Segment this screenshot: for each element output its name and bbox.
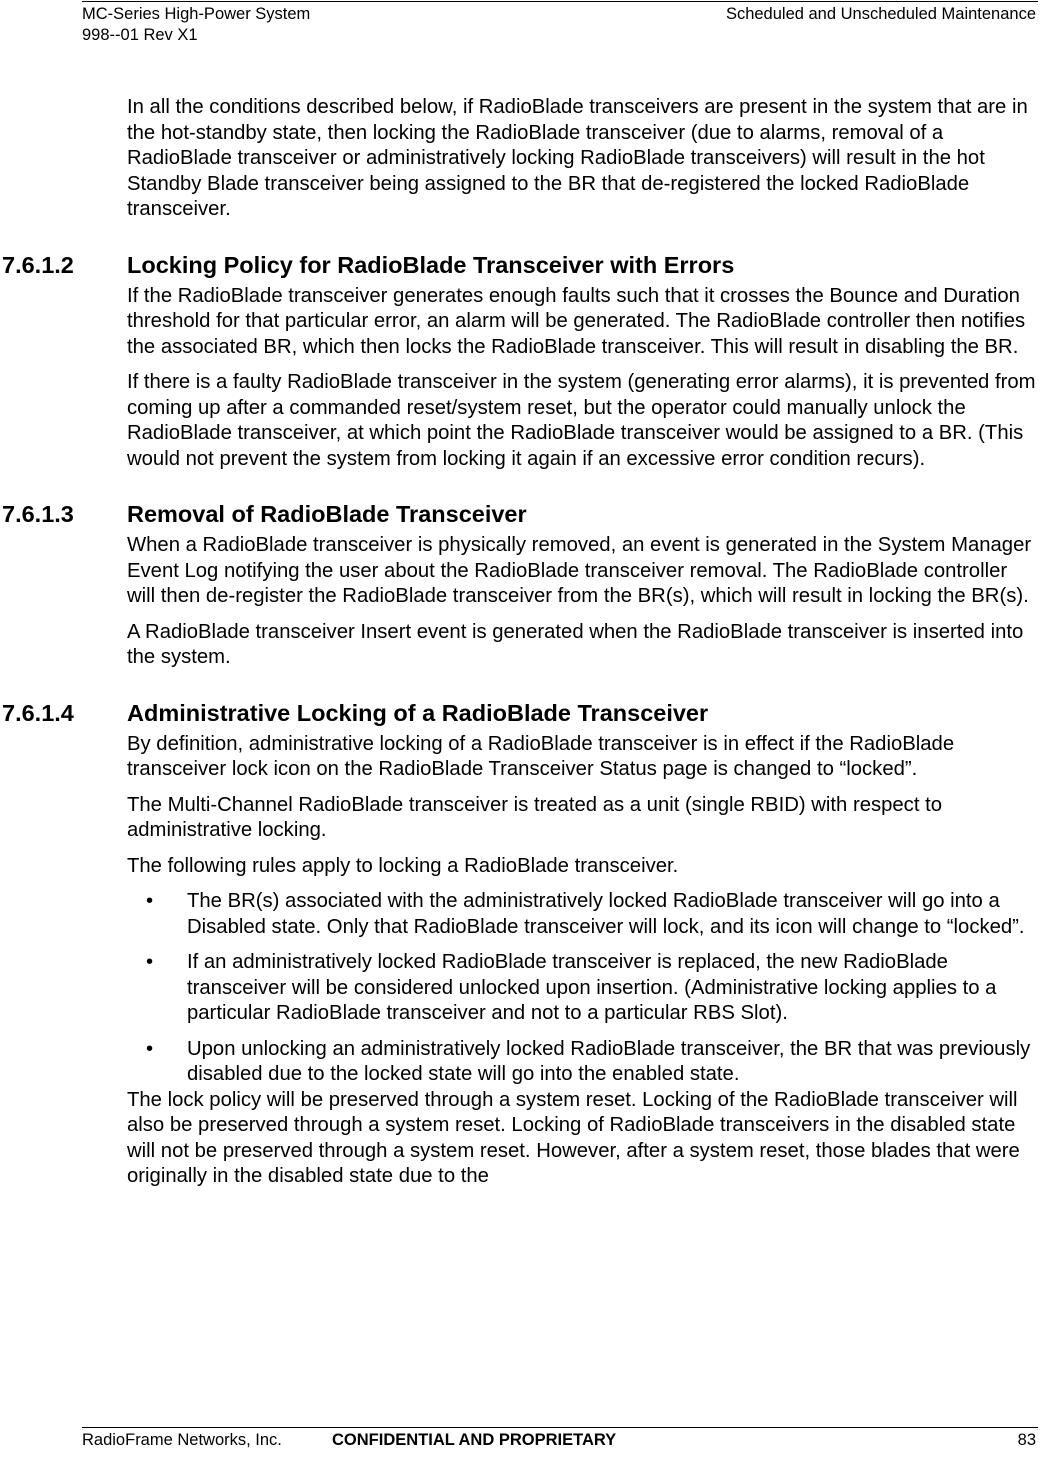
- footer-company: RadioFrame Networks, Inc.: [82, 1431, 282, 1449]
- list-item-text: If an administratively locked RadioBlade transceiver is replaced, the new RadioBlade transceiver will be considered unlocked upon insertion. (Administrative locking applies to a particular RadioBlade transceiver and not to a particular RBS Slot).: [187, 951, 997, 1024]
- section-heading-7-6-1-4: [2, 699, 1036, 727]
- header-chapter: Scheduled and Unscheduled Maintenance: [725, 5, 1036, 23]
- bullet-icon: •: [146, 951, 154, 973]
- section-heading-7-6-1-3: [2, 500, 1036, 528]
- list-item-text: Upon unlocking an administratively locked RadioBlade transceiver, the BR that was previously disabled due to the locked state will go into the enabled state.: [187, 1037, 1031, 1085]
- section-number: 7.6.1.2: [2, 251, 74, 278]
- bullet-icon: •: [146, 890, 154, 912]
- section-number: 7.6.1.4: [2, 699, 74, 726]
- paragraph: If the RadioBlade transceiver generates enough faults such that it crosses the Bounce and Duration threshold for that particular error, an alarm will be generated. The RadioBlade controller then notifies the associated BR, which then locks the RadioBlade transceiver. This will result in disabling the BR.: [127, 284, 1026, 358]
- footer-rule: [82, 1427, 1038, 1428]
- bullet-icon: •: [146, 1037, 154, 1060]
- paragraph: By definition, administrative locking of a RadioBlade transceiver is in effect if the RadioBlade transceiver lock icon on the RadioBlade Transceiver Status page is changed to “locked”.: [127, 732, 955, 780]
- paragraph: A RadioBlade transceiver Insert event is generated when the RadioBlade transceiver is inserted into the system.: [127, 620, 1024, 668]
- page-header-left: [82, 4, 310, 46]
- header-title: MC-Series High-Power System: [82, 5, 311, 23]
- list-item: [127, 889, 1036, 940]
- footer-notice: CONFIDENTIAL AND PROPRIETARY: [332, 1431, 617, 1449]
- section-title: Administrative Locking of a RadioBlade Transceiver: [127, 699, 709, 726]
- paragraph: The following rules apply to locking a RadioBlade transceiver.: [127, 854, 679, 877]
- section-title: Locking Policy for RadioBlade Transceiver with Errors: [127, 251, 735, 278]
- list-item: [127, 1037, 1036, 1088]
- list-item-text: The BR(s) associated with the administratively locked RadioBlade transceiver will go into a Disabled state. Only that RadioBlade transceiver will lock, and its icon will change to “locked”.: [187, 890, 1025, 938]
- section-title: Removal of RadioBlade Transceiver: [127, 501, 527, 527]
- paragraph: If there is a faulty RadioBlade transceiver in the system (generating error alarms), it is prevented from coming up after a commanded reset/system reset, but the operator could manually unlock the RadioBlade transceiver, at which point the RadioBlade transceiver would be assigned to a BR. (This would not prevent the system from locking it again if an excessive error condition recurs).: [127, 371, 1036, 470]
- header-doc-number: 998--01 Rev X1: [82, 26, 198, 44]
- list-item: [127, 950, 1036, 1027]
- page-body: [2, 95, 1036, 1200]
- intro-paragraph: In all the conditions described below, if RadioBlade transceivers are present in the system that are in the hot-standby state, then locking the RadioBlade transceiver (due to alarms, removal of a RadioBlade transceiver or administratively locking RadioBlade transceivers) will result in the hot Standby Blade transceiver being assigned to the BR that de-registered the locked RadioBlade transceiver.: [127, 96, 1028, 220]
- section-number: 7.6.1.3: [2, 501, 74, 527]
- paragraph: When a RadioBlade transceiver is physically removed, an event is generated in the System Manager Event Log notifying the user about the RadioBlade transceiver removal. The RadioBlade controller will then de-register the RadioBlade transceiver from the BR(s), which will result in locking the BR(s).: [127, 534, 1032, 607]
- paragraph: The Multi-Channel RadioBlade transceiver is treated as a unit (single RBID) with respect to administrative locking.: [127, 793, 943, 841]
- header-rule: [82, 1, 1038, 2]
- page-number: 83: [1017, 1431, 1036, 1449]
- closing-paragraph: The lock policy will be preserved through a system reset. Locking of the RadioBlade transceiver will also be preserved through a system reset. Locking of RadioBlade transceivers in the disabled state will not be preserved through a system reset. However, after a system reset, those blades that were originally in the disabled state due to the: [127, 1088, 1020, 1187]
- rules-list: [127, 889, 1036, 1088]
- section-heading-7-6-1-2: [2, 251, 1036, 279]
